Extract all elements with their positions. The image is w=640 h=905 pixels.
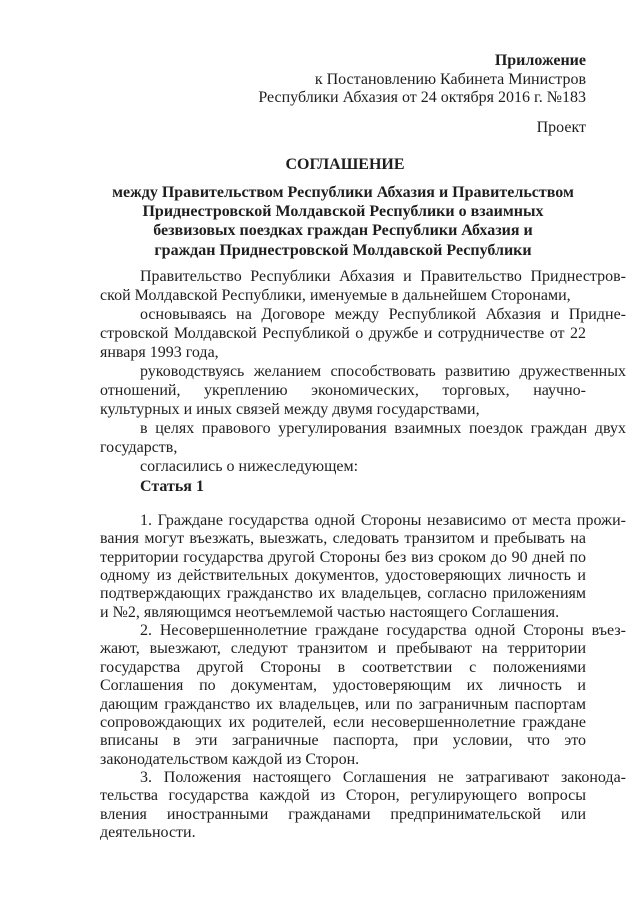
- text-line: дающим гражданство их владельцев, или по заграничным паспортам: [100, 695, 586, 713]
- text-line: Приднестровской Молдавской Республики о взаимных: [142, 203, 544, 221]
- text-line: государств,: [100, 439, 178, 456]
- text-line: вписаны в эти заграничные паспорта, при условии, что это: [100, 732, 586, 750]
- text-line: вления иностранными гражданами предпринимательской или: [100, 805, 586, 823]
- document-title: СОГЛАШЕНИЕ: [285, 156, 405, 173]
- text-line: руководствуясь желанием способствовать развитию дружественных: [140, 363, 626, 380]
- text-line: Соглашения по документам, удостоверяющим их личность и: [100, 677, 586, 695]
- draft-label: Проект: [536, 119, 586, 136]
- appendix-line-2: Республики Абхазия от 24 октября 2016 г. №183: [258, 89, 586, 106]
- text-line: отношений, укреплению экономических, торговых, научно-: [100, 382, 586, 399]
- text-line: граждан Приднестровской Молдавской Республики: [154, 241, 532, 259]
- text-line: 1. Граждане государства одной Стороны независимо от места прожи-: [140, 512, 626, 529]
- text-line: 2. Несовершеннолетние граждане государства одной Стороны въез-: [140, 622, 626, 640]
- text-line: государства другой Стороны в соответствии с положениями: [100, 658, 586, 676]
- text-line: Правительство Республики Абхазия и Правительство Приднестров-: [140, 268, 626, 285]
- text-line: стровской Молдавской Республикой о дружбе и сотрудничестве от 22: [100, 325, 586, 342]
- article-1-heading: Статья 1: [140, 478, 204, 495]
- text-line: законодательством каждой из Сторон.: [100, 750, 360, 768]
- text-line: подтверждающих гражданство их владельцев, согласно приложениям: [100, 585, 586, 603]
- text-line: основываясь на Договоре между Республикой Абхазия и Придне-: [140, 306, 626, 323]
- text-line: одному из действительных документов, удостоверяющих личность и: [100, 567, 586, 585]
- text-line: ской Молдавской Республики, именуемые в дальнейшем Сторонами,: [100, 287, 571, 304]
- text-line: территории государства другой Стороны без виз сроком до 90 дней по: [100, 548, 586, 566]
- text-line: культурных и иных связей между двумя государствами,: [100, 401, 480, 418]
- text-line: тельства государства каждой из Сторон, регулирующего вопросы: [100, 787, 586, 805]
- text-line: деятельности.: [100, 823, 196, 841]
- text-line: 3. Положения настоящего Соглашения не затрагивают законода-: [140, 768, 626, 786]
- text-line: между Правительством Республики Абхазия и Правительством: [112, 184, 574, 201]
- appendix-title: Приложение: [494, 52, 586, 69]
- text-line: и №2, являющимся неотъемлемой частью настоящего Соглашения.: [100, 603, 560, 621]
- text-line: согласились о нижеследующем:: [140, 458, 359, 475]
- text-line: в целях правового урегулирования взаимных поездок граждан двух: [140, 420, 626, 437]
- text-line: безвизовых поездках граждан Республики Абхазия и: [153, 222, 533, 240]
- text-line: вания могут въезжать, выезжать, следовать транзитом и пребывать на: [100, 530, 586, 548]
- text-line: января 1993 года,: [100, 344, 219, 361]
- text-line: сопровождающих их родителей, если несовершеннолетние граждане: [100, 713, 586, 731]
- text-line: жают, выезжают, следуют транзитом и пребывают на территории: [100, 640, 586, 658]
- appendix-line-1: к Постановлению Кабинета Министров: [314, 71, 586, 88]
